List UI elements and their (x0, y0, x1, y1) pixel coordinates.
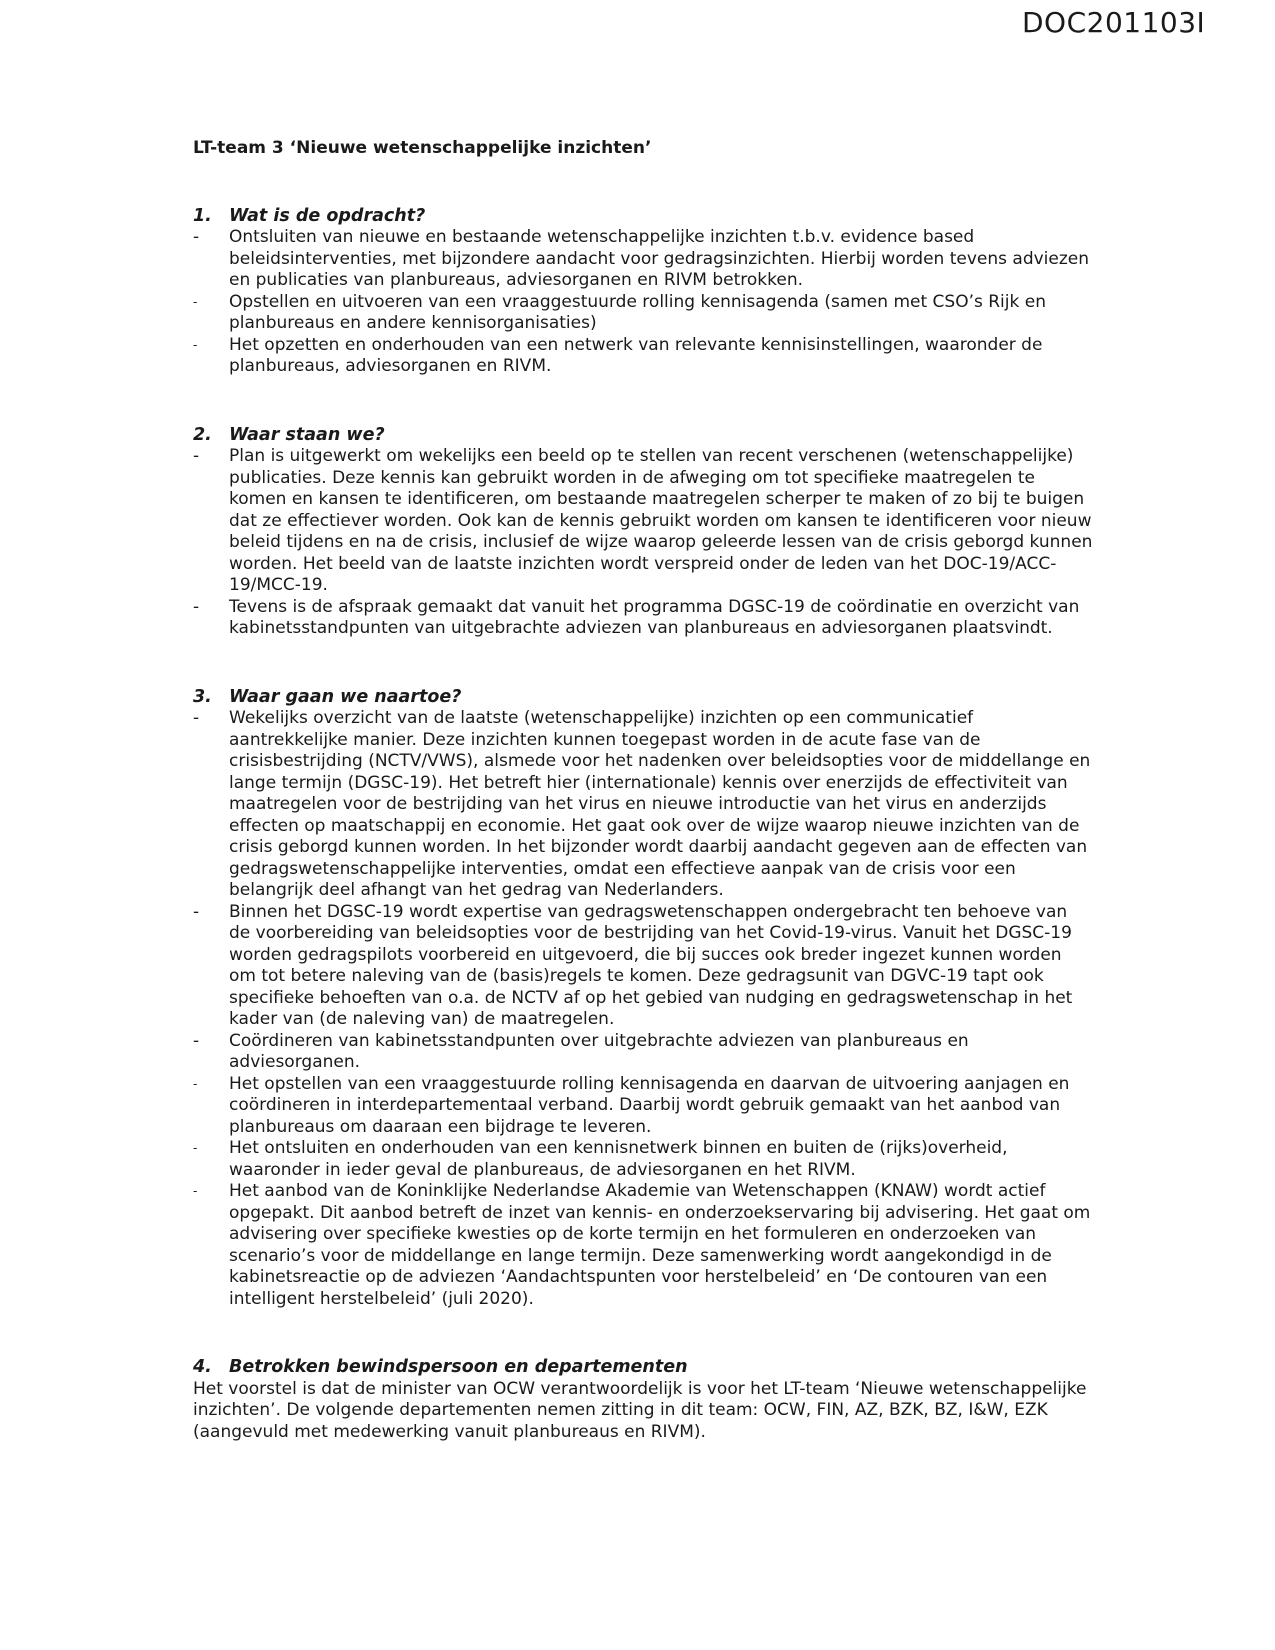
document-title: LT-team 3 ‘Nieuwe wetenschappelijke inzichten’ (193, 138, 652, 158)
section-number: 1. (193, 205, 212, 226)
list-item (193, 597, 1093, 640)
section-title: Waar staan we? (229, 424, 385, 445)
section-heading (193, 206, 1093, 228)
bullet-list (193, 446, 1093, 640)
section-number: 4. (193, 1357, 212, 1377)
bullet-text: Wekelijks overzicht van de laatste (wetenschappelijke) inzichten op een communicatief aantrekkelijke manier. Deze inzichten kunnen toegepast worden in de acute fase van de crisisbestrijding (NCTV/VWS), alsmede voor het nadenken over beleidsopties voor de middellange en lange termijn (DGSC-19). Het betreft hier (internationale) kennis over enerzijds de effectiviteit van maatregelen voor de bestrijding van het virus en nieuwe introductie van het virus en anderzijds effecten op maatschappij en economie. Het gaat ook over de wijze waarop nieuwe inzichten van de crisis geborgd kunnen worden. In het bijzonder wordt daarbij aandacht gegeven aan de effecten van gedragswetenschappelijke interventies, omdat een effectieve aanpak van de crisis voor een belangrijk deel afhangt van het gedrag van Nederlanders. (229, 708, 1091, 900)
bullet-dash: - (193, 1184, 198, 1198)
bullet-text: Het opstellen van een vraaggestuurde rolling kennisagenda en daarvan de uitvoering aanjagen en coördineren in interdepartementaal verband. Daarbij wordt gebruik gemaakt van het aanbod van planbureaus om daaraan een bijdrage te leveren. (229, 1073, 1070, 1137)
section-number: 2. (193, 424, 212, 445)
list-item (193, 227, 1093, 292)
bullet-dash: - (193, 337, 198, 352)
list-item (193, 292, 1093, 335)
section-heading (193, 425, 1093, 447)
document-body (193, 138, 1093, 1490)
bullet-text: Binnen het DGSC-19 wordt expertise van gedragswetenschappen ondergebracht ten behoeve van de voorbereiding van beleidsopties voor de bestrijding van het Covid-19-virus. Vanuit het DGSC-19 worden gedragspilots voorbereid en uitgevoerd, die bij succes ook breder ingezet kunnen worden om tot betere naleving van de (basis)regels te komen. Deze gedragsunit van DGVC-19 tapt ook specifieke behoeften van o.a. de NCTV af op het gebied van nudging en gedragswetenschap in het kader van (de naleving van) de maatregelen. (229, 901, 1073, 1029)
section-paragraph: Het voorstel is dat de minister van OCW verantwoordelijk is voor het LT-team ‘Nieuwe wetenschappelijke inzichten’. De volgende departementen nemen zitting in dit team: OCW, FIN, AZ, BZK, BZ, I&W, EZK (aangevuld met medewerking vanuit planbureaus en RIVM). (193, 1378, 1087, 1442)
bullet-text: Het aanbod van de Koninklijke Nederlandse Akademie van Wetenschappen (KNAW) wordt actief opgepakt. Dit aanbod betreft de inzet van kennis- en onderzoekservaring bij advisering. Het gaat om advisering over specifieke kwesties op de korte termijn en het formuleren en onderzoeken van scenario’s voor de middellange en lange termijn. Deze samenwerking wordt aangekondigd in de kabinetsreactie op de adviezen ‘Aandachtspunten voor herstelbeleid’ en ‘De contouren van een intelligent herstelbeleid’ (juli 2020). (229, 1181, 1091, 1309)
bullet-dash: - (193, 1141, 198, 1155)
list-item (193, 1138, 1093, 1181)
bullet-text: Het ontsluiten en onderhouden van een kennisnetwerk binnen en buiten de (rijks)overheid, waaronder in ieder geval de planbureaus, de adviesorganen en het RIVM. (229, 1138, 1008, 1180)
section-title: Betrokken bewindspersoon en departementen (229, 1357, 688, 1377)
bullet-dash: - (193, 446, 200, 466)
list-item (193, 1074, 1093, 1139)
list-item (193, 708, 1093, 902)
bullet-dash: - (193, 708, 200, 728)
list-item (193, 1181, 1093, 1310)
bullet-dash: - (193, 294, 198, 309)
section-waar-gaan-we-naartoe (193, 687, 1093, 1311)
bullet-text: Tevens is de afspraak gemaakt dat vanuit het programma DGSC-19 de coördinatie en overzicht van kabinetsstandpunten van uitgebrachte adviezen van planbureaus en adviesorganen plaatsvindt. (229, 596, 1080, 638)
bullet-text: Het opzetten en onderhouden van een netwerk van relevante kennisinstellingen, waaronder de planbureaus, adviesorganen en RIVM. (229, 334, 1043, 376)
list-item (193, 335, 1093, 378)
section-heading (193, 687, 1093, 709)
bullet-dash: - (193, 596, 200, 617)
section-bewindspersoon (193, 1357, 1093, 1443)
section-heading (193, 1357, 1093, 1379)
list-item (193, 446, 1093, 597)
bullet-dash: - (193, 227, 200, 247)
section-title: Waar gaan we naartoe? (229, 686, 462, 707)
section-opdracht (193, 206, 1093, 378)
section-title: Wat is de opdracht? (229, 205, 426, 226)
bullet-dash: - (193, 1030, 200, 1051)
list-item (193, 1031, 1093, 1074)
section-waar-staan-we (193, 425, 1093, 640)
list-item (193, 902, 1093, 1031)
bullet-text: Ontsluiten van nieuwe en bestaande wetenschappelijke inzichten t.b.v. evidence based beleidsinterventies, met bijzondere aandacht voor gedragsinzichten. Hierbij worden tevens adviezen en publicaties van planbureaus, adviesorganen en RIVM betrokken. (229, 227, 1090, 290)
bullet-list (193, 227, 1093, 378)
bullet-text: Coördineren van kabinetsstandpunten over uitgebrachte adviezen van planbureaus en adviesorganen. (229, 1030, 969, 1072)
bullet-dash: - (193, 901, 200, 922)
document-id: DOC201103I (1022, 6, 1206, 39)
bullet-text: Plan is uitgewerkt om wekelijks een beeld op te stellen van recent verschenen (wetenschappelijke) publicaties. Deze kennis kan gebruikt worden in de afweging om tot specifieke maatregelen te komen en kansen te identificeren, om bestaande maatregelen scherper te maken of zo bij te buigen dat ze effectiever worden. Ook kan de kennis gebruikt worden om kansen te identificeren voor nieuw beleid tijdens en na de crisis, inclusief de wijze waarop geleerde lessen van de crisis geborgd kunnen worden. Het beeld van de laatste inzichten wordt verspreid onder de leden van het DOC-19/ACC-19/MCC-19. (229, 446, 1093, 595)
section-number: 3. (193, 686, 212, 707)
bullet-list (193, 708, 1093, 1310)
bullet-dash: - (193, 1076, 198, 1091)
bullet-text: Opstellen en uitvoeren van een vraaggestuurde rolling kennisagenda (samen met CSO’s Rijk en planbureaus en andere kennisorganisaties) (229, 291, 1046, 333)
